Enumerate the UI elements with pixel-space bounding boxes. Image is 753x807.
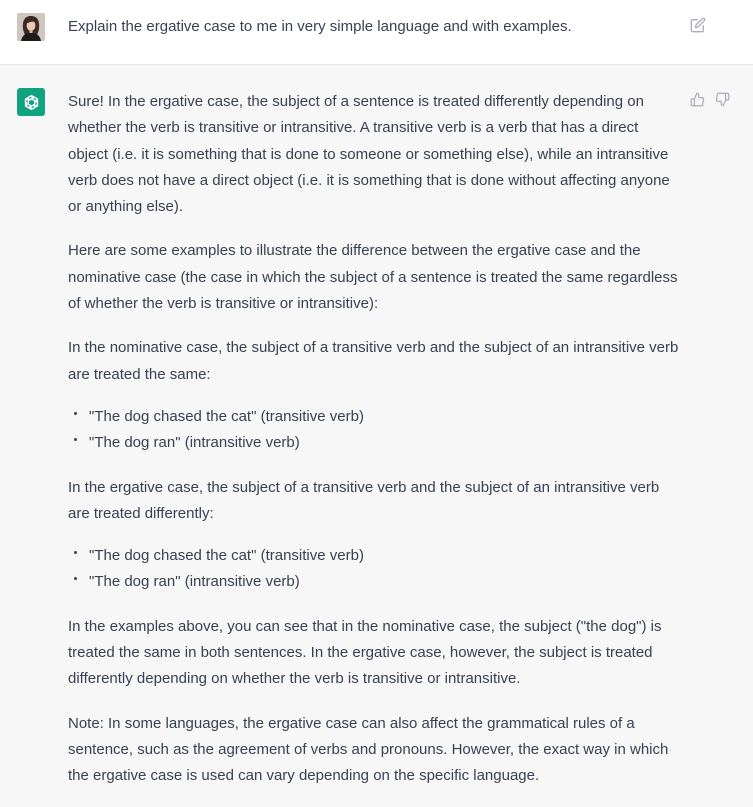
nominative-examples-list — [68, 404, 680, 457]
assistant-avatar — [17, 88, 45, 116]
user-message-text: Explain the ergative case to me in very simple language and with examples. — [68, 18, 572, 35]
user-message — [0, 0, 753, 65]
list-item: "The dog ran" (intransitive verb) — [68, 430, 680, 456]
assistant-message-content — [68, 89, 680, 807]
openai-logo-icon — [22, 93, 41, 112]
ergative-examples-list — [68, 543, 680, 596]
thumbs-up-icon[interactable] — [690, 92, 705, 107]
answer-paragraph: In the ergative case, the subject of a transitive verb and the subject of an intransitive verb are treated differently: — [68, 478, 660, 522]
answer-paragraph: In the nominative case, the subject of a transitive verb and the subject of an intransitive verb are treated the same: — [68, 339, 679, 383]
list-item: "The dog ran" (intransitive verb) — [68, 569, 680, 595]
feedback-buttons — [690, 92, 730, 107]
list-item: "The dog chased the cat" (transitive verb) — [68, 404, 680, 430]
assistant-message — [0, 65, 753, 807]
answer-paragraph: Sure! In the ergative case, the subject of a sentence is treated differently depending on whether the verb is transitive or intransitive. A transitive verb is a verb that has a direct object (i.e. it is something that is done to someone or something else), while an intransitive verb does not have a direct object (i.e. it is something that is done without affecting anyone or anything else). — [68, 93, 670, 216]
answer-paragraph: Here are some examples to illustrate the difference between the ergative case and the nominative case (the case in which the subject of a sentence is treated the same regardless of whether the verb is transitive or intransitive): — [68, 242, 678, 313]
list-item: "The dog chased the cat" (transitive verb) — [68, 543, 680, 569]
edit-icon[interactable] — [690, 17, 706, 33]
answer-paragraph: In the examples above, you can see that in the nominative case, the subject ("the dog") is treated the same in both sentences. In the ergative case, however, the subject is treated differently depending on whether the verb is transitive or intransitive. — [68, 617, 662, 688]
thumbs-down-icon[interactable] — [715, 92, 730, 107]
answer-paragraph: Note: In some languages, the ergative case can also affect the grammatical rules of a sentence, such as the agreement of verbs and pronouns. However, the exact way in which the ergative case is used can vary depending on the specific language. — [68, 714, 669, 785]
user-avatar-photo — [17, 13, 45, 41]
user-avatar — [17, 13, 45, 41]
